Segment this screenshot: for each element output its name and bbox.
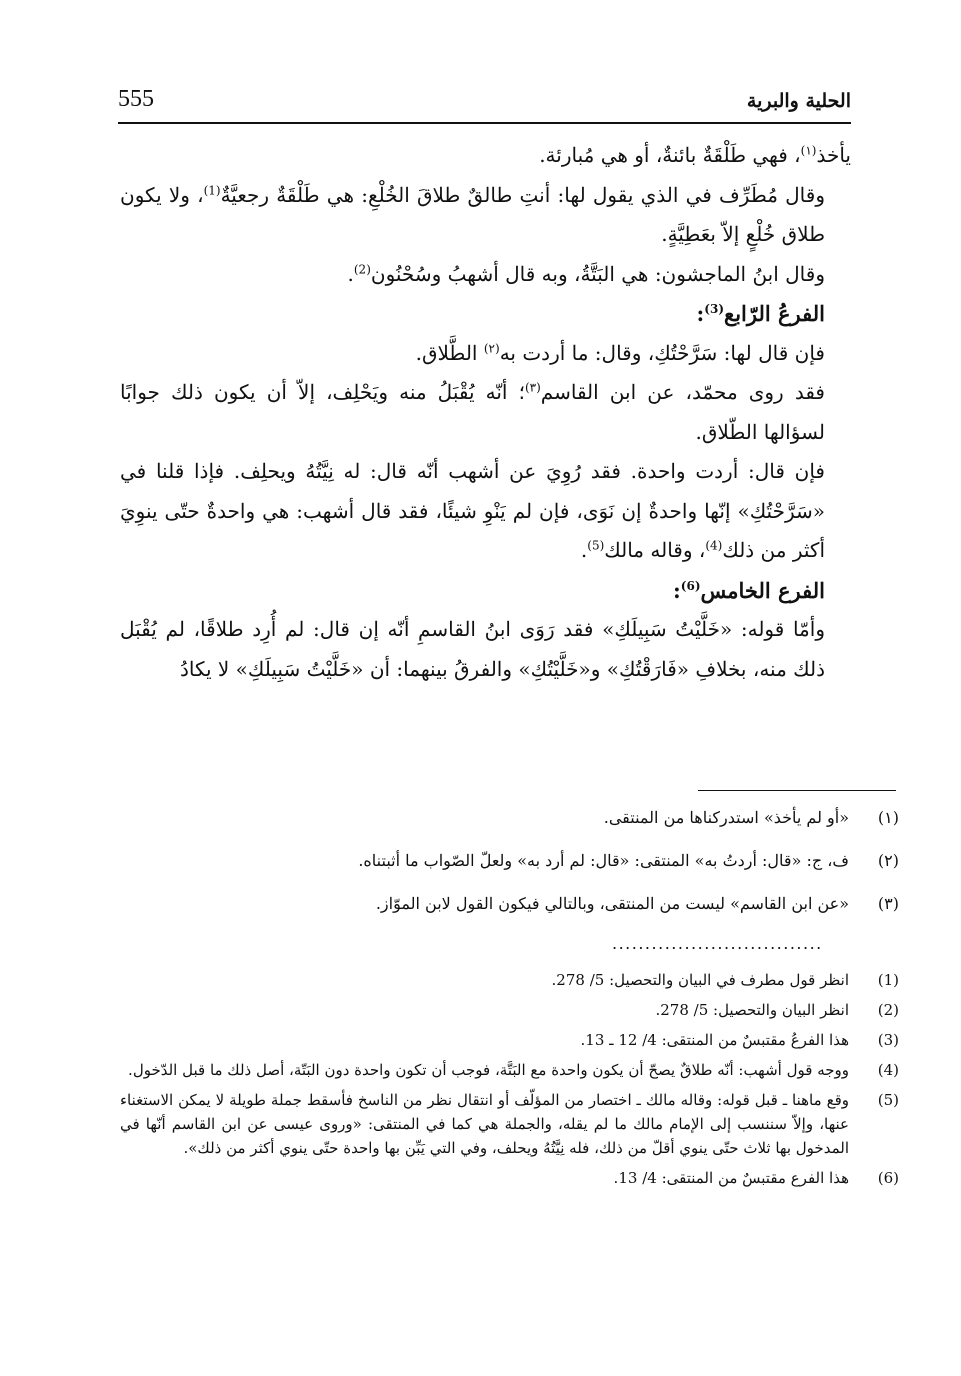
footnote-number: (3) xyxy=(877,1031,899,1049)
paragraph: وقال ابنُ الماجشون: هي البَتَّةُ، وبه قال أشهبُ وسُحْنُون$^{(2)}$. xyxy=(347,261,825,286)
footnote-text: انظر قول مطرف في البيان والتحصيل: 5/ 278. xyxy=(551,971,849,989)
footnote-text: هذا الفرع مقتبسٌ من المنتقى: 4/ 13. xyxy=(613,1169,849,1187)
footnote xyxy=(120,998,899,1022)
footnote-number: (٣) xyxy=(877,894,899,913)
footnote-text: «أو لم يأخذ» استدركناها من المنتقى. xyxy=(603,808,849,827)
footnote xyxy=(120,968,899,992)
footnote-number: (6) xyxy=(877,1169,899,1187)
footnote xyxy=(120,1058,899,1082)
page-header xyxy=(118,86,851,124)
paragraph: فقد روى محمّد، عن ابن القاسم$^{(٣)}$؛ أنّه يُقْبَلُ منه ويَحْلِف، إلاّ أن يكون ذلك جوابًا لسؤالها الطّلاق. xyxy=(120,380,825,444)
footnote-number: (4) xyxy=(877,1061,899,1079)
footnote-number: (5) xyxy=(877,1091,899,1109)
footnote-number: (٢) xyxy=(877,851,899,870)
paragraph: وأمّا قوله: «خَلَّيْتُ سَبِيلَكِ» فقد رَوَى ابنُ القاسمِ أنّه إن قال: لم أُرِد طلاقًا، لم يُقْبَل ذلك منه، بخلافِ «فَارَقْتُكِ» و«خَلَّيْتُكِ» والفرقُ بينهما: أن «خَلَّيْتُ سَبِيلَكِ» لا يكادُ xyxy=(120,617,825,681)
footnote xyxy=(120,1088,899,1160)
paragraph: فإن قال لها: سَرَّحْتُكِ، وقال: ما أردت به$^{(٢)}$ الطَّلاق. xyxy=(415,340,825,365)
footnote-text: ووجه قول أشهب: أنّه طلاقٌ يصحّ أن يكون واحدة مع البَتَّة، فوجب أن تكون واحدة دون البَتّة، أصل ذلك ما قبل الدّخول. xyxy=(128,1061,849,1079)
footnote-text: هذا الفرعُ مقتبسٌ من المنتقى: 4/ 12 ـ 13. xyxy=(580,1031,849,1049)
footnote xyxy=(120,849,899,872)
editor-footnotes xyxy=(120,968,899,1196)
footnote-text: انظر البيان والتحصيل: 5/ 278. xyxy=(655,1001,849,1019)
footnote-text: ف، ج: «قال: أردتُ به» المنتقى: «قال: لم أرد به» ولعلّ الصّواب ما أثبتناه. xyxy=(358,851,849,870)
footnote xyxy=(120,1166,899,1190)
footnote xyxy=(120,806,899,829)
paragraph: وقال مُطَرِّف في الذي يقول لها: أنتِ طالقٌ طلاقَ الخُلْعِ: هي طَلْقَةٌ رجعيَّةٌ$^{(1)}$، ولا يكون طلاق خُلْعٍ إلاّ بعَطِيَّةٍ. xyxy=(120,182,825,246)
paragraph: يأخذ$^{(١)}$، فهي طَلْقَةٌ بائنةٌ، أو هي مُبارئة. xyxy=(539,143,851,167)
main-text xyxy=(120,136,851,689)
footnote-divider xyxy=(698,790,896,791)
footnote xyxy=(120,1028,899,1052)
dotted-separator: ................................ xyxy=(612,934,823,953)
page-number: 555 xyxy=(118,86,154,112)
footnote-number: (2) xyxy=(877,1001,899,1019)
footnote-number: (1) xyxy=(877,971,899,989)
section-heading: الفرعُ الرّابع$^{(3)}$: xyxy=(696,301,825,326)
footnote-text: «عن ابن القاسم» ليست من المنتقى، وبالتالي فيكون القول لابن الموّاز. xyxy=(375,894,849,913)
footnote xyxy=(120,892,899,915)
footnote-text: وقع ماهنا ـ قبل قوله: وقاله مالك ـ اختصار من المؤلّف أو انتقال نظر من الناسخ فأسقط جملة طويلة لا يمكن الاستغناء عنها، وإلاّ سننسب إلى الإمام مالك ما لم يقله، والجملة هي كما في المنتقى: «وروى عيسى عن ابن القاسم أنّها في المدخول بها ثلاث حتّى ينوي أقلّ من ذلك، فله نِيَّتُهُ ويحلف، وفي التي يَبِّن بها واحدة حتّى ينوي أكثر من ذلك». xyxy=(120,1091,849,1157)
running-title: الحلية والبرية xyxy=(746,90,851,112)
section-heading: الفرع الخامس$^{(6)}$: xyxy=(673,577,825,603)
original-footnotes xyxy=(120,806,899,935)
paragraph: فإن قال: أردت واحدة. فقد رُوِيَ عن أشهب أنّه قال: له نِيَّتُهُ ويحلِف. فإذا قلنا في «سَرَّحْتُكِ» إنّها واحدةٌ إن نَوَى، فإن لم يَنْوِ شيئًا، فقد قال أشهب: هي واحدةٌ حتّى ينوِيَ أكثر من ذلك$^{(4)}$، وقاله مالك$^{(5)}$. xyxy=(120,459,825,562)
footnote-number: (١) xyxy=(877,808,899,827)
